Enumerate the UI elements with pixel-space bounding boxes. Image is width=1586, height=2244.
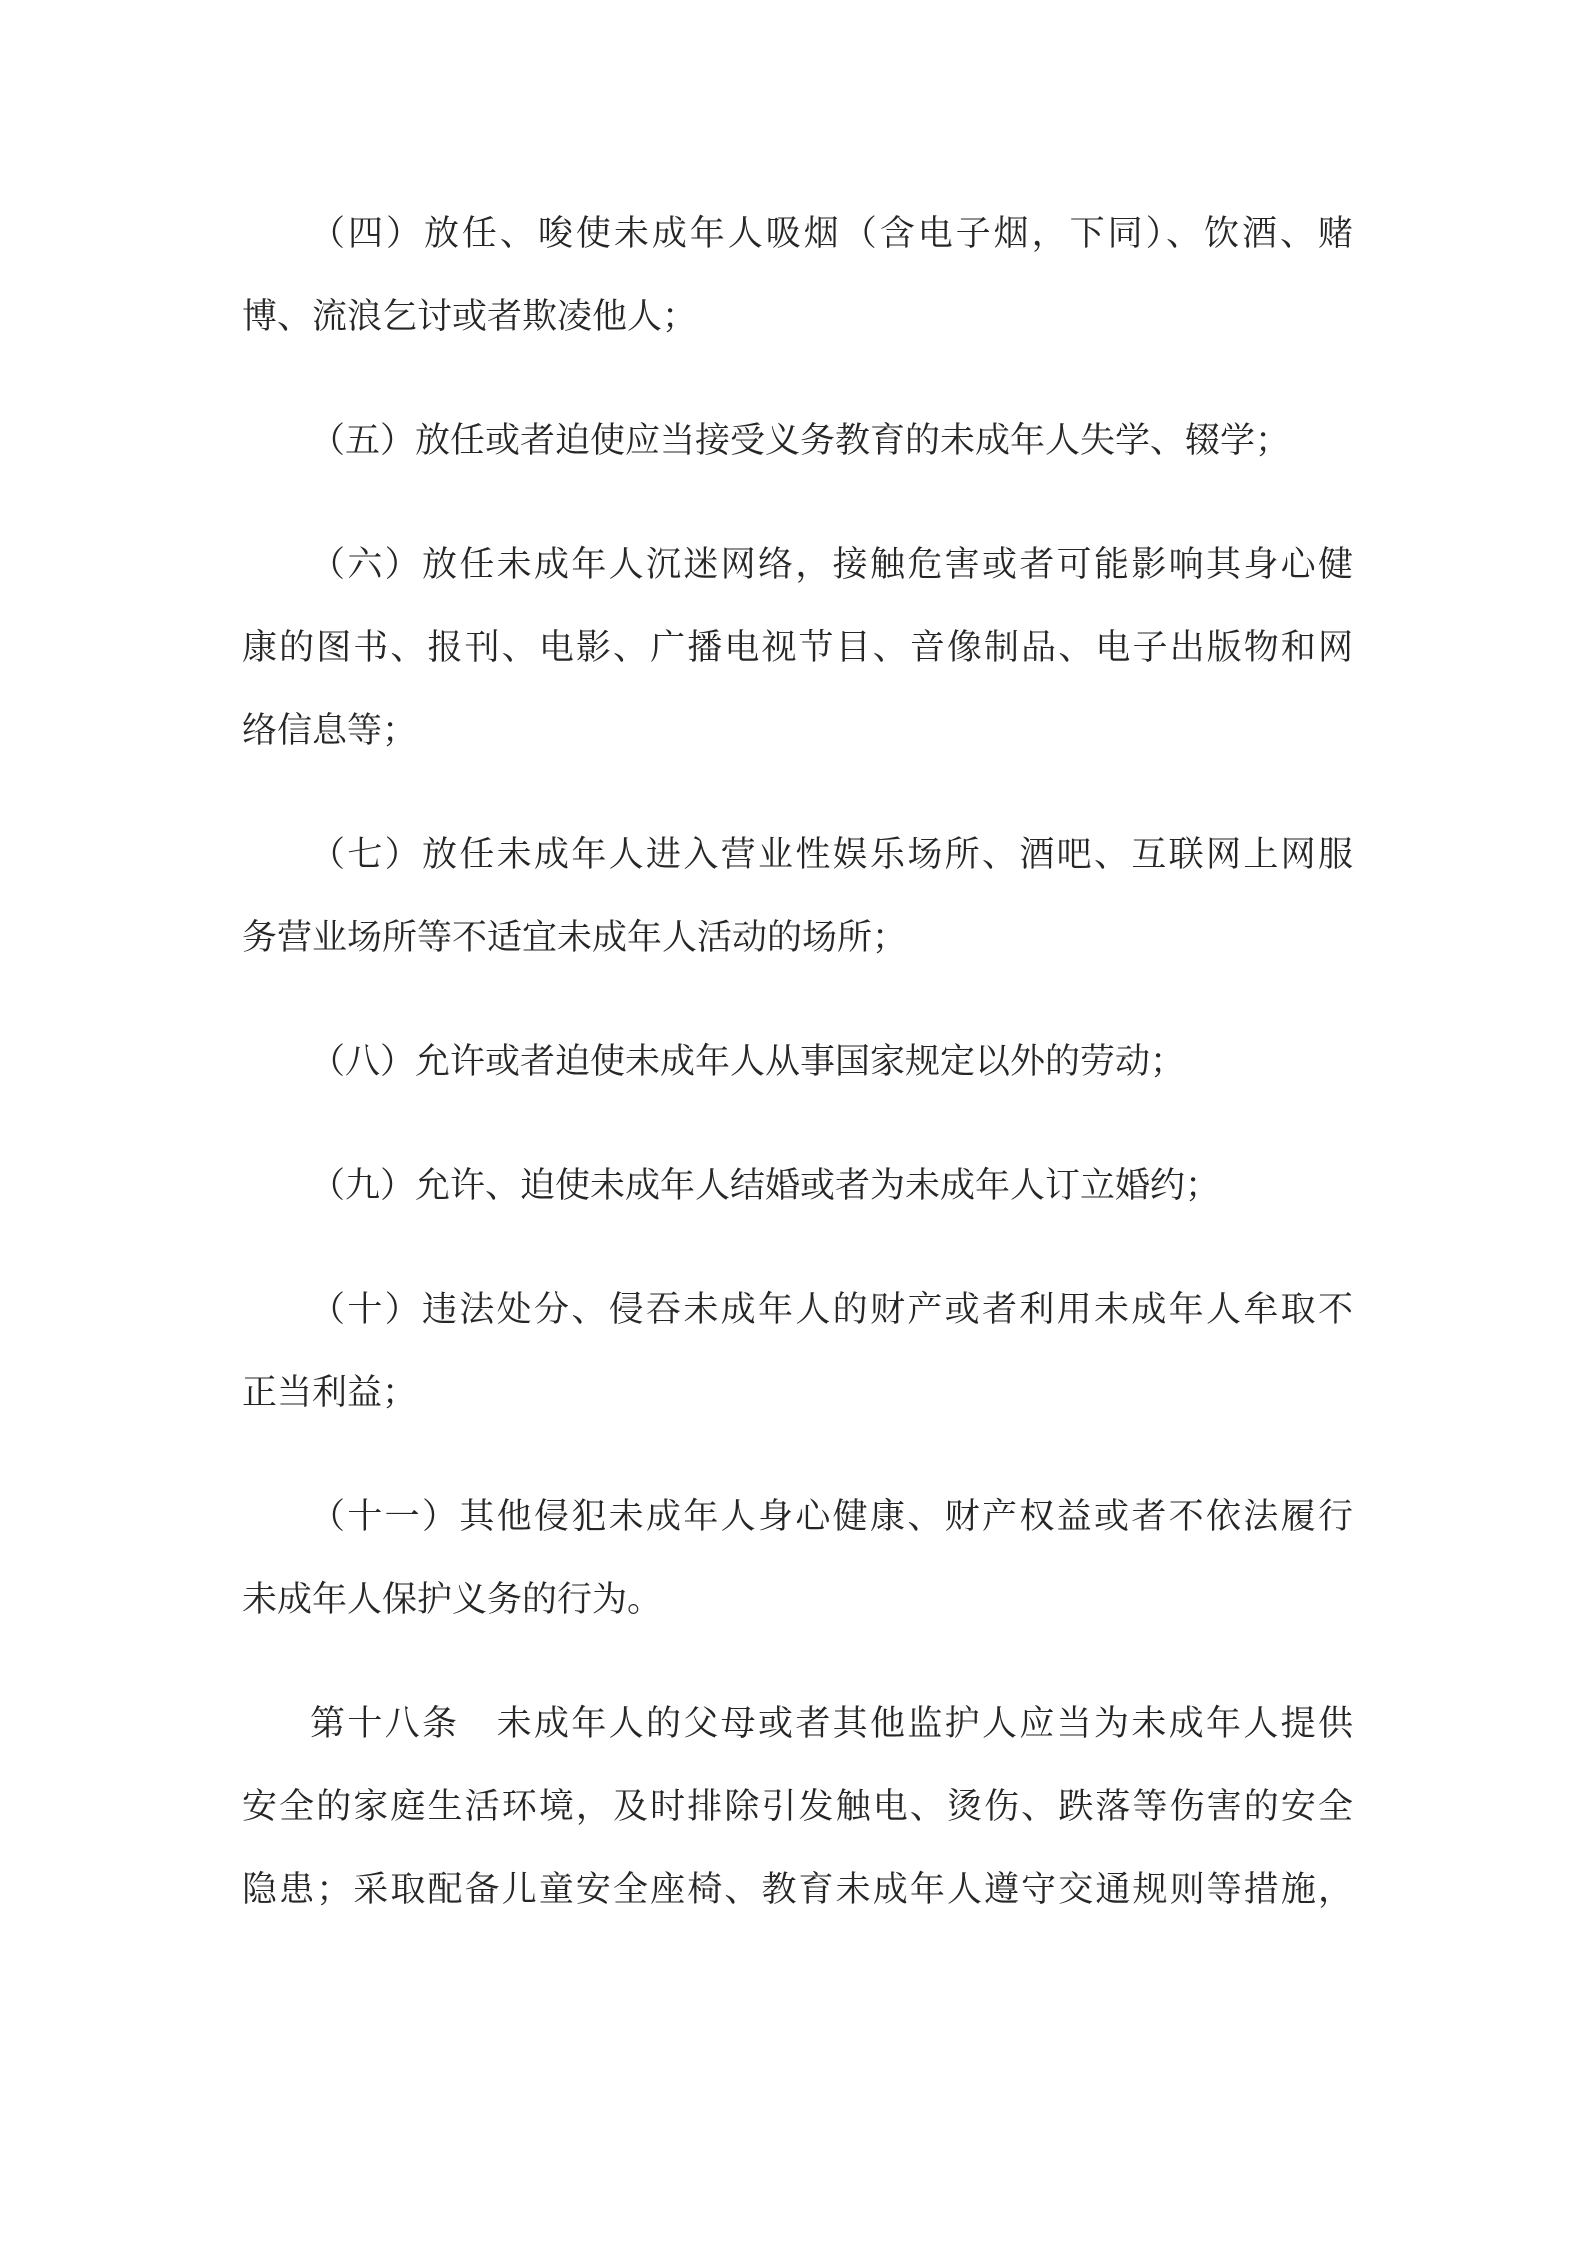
- paragraph: [242, 1021, 1353, 1104]
- paragraph: [242, 524, 1353, 773]
- text-line: （八）允许或者迫使未成年人从事国家规定以外的劳动；: [310, 1042, 1186, 1082]
- text-line: （十一）其他侵犯未成年人身心健康、财产权益或者不依法履行: [310, 1497, 1353, 1537]
- text-line: （七）放任未成年人进入营业性娱乐场所、酒吧、互联网上网服: [310, 835, 1353, 875]
- text-line: 安全的家庭生活环境，及时排除引发触电、烫伤、跌落等伤害的安全: [242, 1787, 1353, 1827]
- paragraph: [242, 1145, 1353, 1228]
- text-line: （六）放任未成年人沉迷网络，接触危害或者可能影响其身心健: [310, 545, 1353, 585]
- paragraph: [242, 814, 1353, 980]
- text-line: （十）违法处分、侵吞未成年人的财产或者利用未成年人牟取不: [310, 1290, 1353, 1330]
- paragraph: [242, 1269, 1353, 1435]
- paragraph: [242, 1683, 1353, 1932]
- text-line: 康的图书、报刊、电影、广播电视节目、音像制品、电子出版物和网: [242, 628, 1353, 668]
- text-line: 未成年人保护义务的行为。: [242, 1580, 663, 1620]
- text-line: （四）放任、唆使未成年人吸烟（含电子烟，下同）、饮酒、赌: [310, 214, 1353, 254]
- document-page: [242, 193, 1353, 1973]
- text-line: 正当利益；: [242, 1373, 418, 1413]
- text-line: 务营业场所等不适宜未成年人活动的场所；: [242, 918, 908, 958]
- paragraph: [242, 193, 1353, 359]
- text-line: 络信息等；: [242, 711, 418, 751]
- text-line: （九）允许、迫使未成年人结婚或者为未成年人订立婚约；: [310, 1166, 1221, 1206]
- text-line: 博、流浪乞讨或者欺凌他人；: [242, 297, 698, 337]
- paragraph: [242, 1476, 1353, 1642]
- paragraph: [242, 400, 1353, 483]
- text-line: （五）放任或者迫使应当接受义务教育的未成年人失学、辍学；: [310, 421, 1291, 461]
- text-line: 隐患；采取配备儿童安全座椅、教育未成年人遵守交通规则等措施，: [242, 1870, 1353, 1910]
- text-line: 第十八条 未成年人的父母或者其他监护人应当为未成年人提供: [310, 1704, 1353, 1744]
